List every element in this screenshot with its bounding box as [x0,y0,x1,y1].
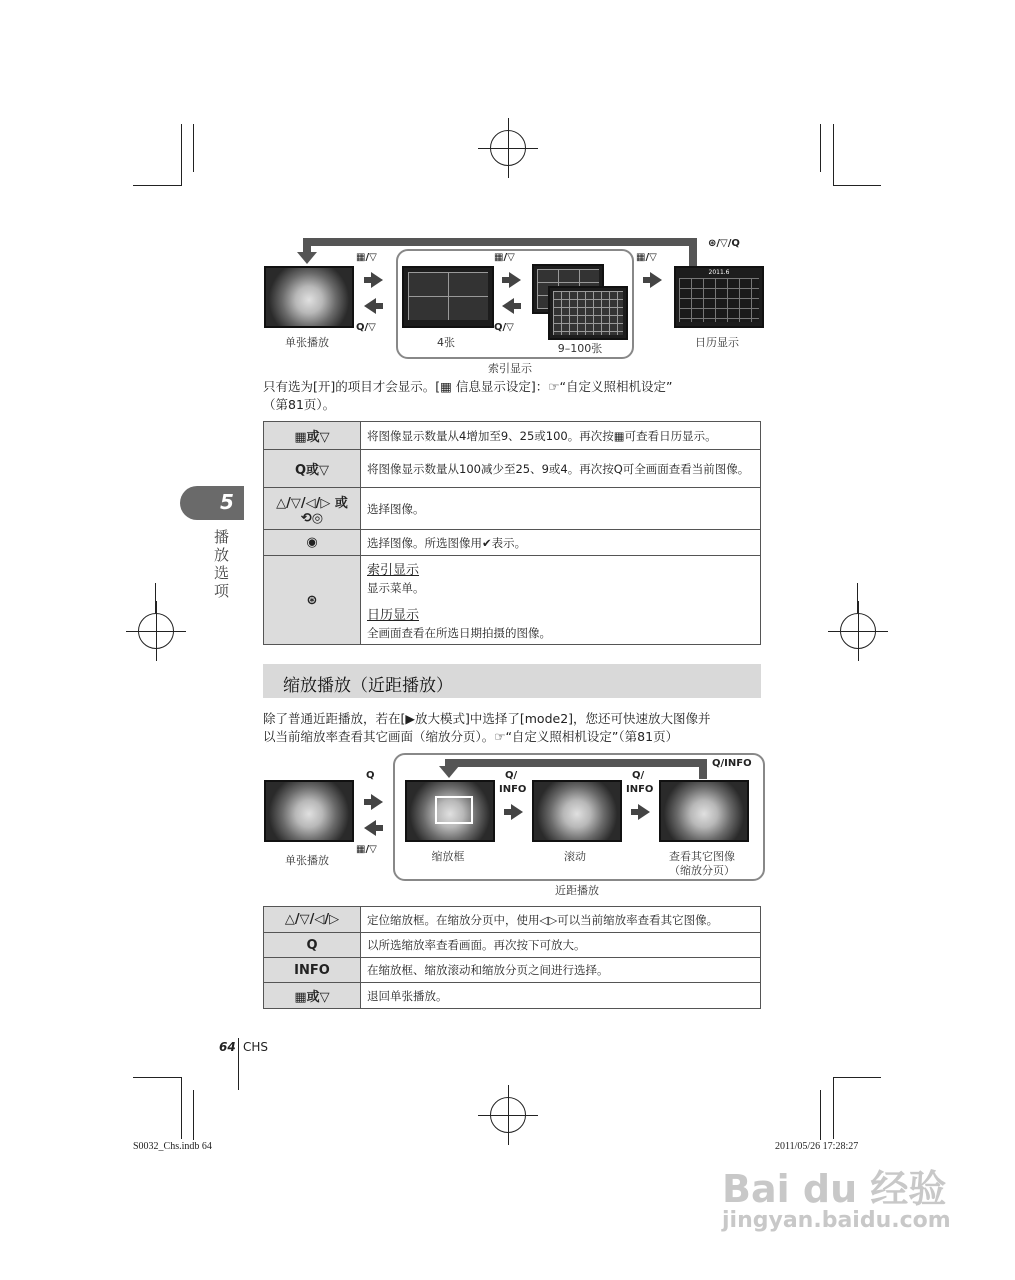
desc-cell: 选择图像。所选图像用✔表示。 [361,530,761,556]
loop-arrow-right-leg [699,759,707,779]
label-view-other-images: 查看其它图像 [669,850,735,863]
footer-divider [238,1038,239,1090]
arrow-stem [502,277,510,283]
section-title: 缩放播放（近距播放） [283,676,453,696]
key-zoom: Q [264,933,361,958]
crop-mark [833,1077,881,1078]
single-playback-image [264,266,354,328]
key-select: ◉ [264,530,361,556]
crop-mark [857,583,858,613]
zoom-operations-table [263,906,761,1009]
index-100-image [548,286,628,340]
zoom-icon: Q/ [632,770,645,781]
zoom-frame-box [435,796,473,824]
note-line-2: （第81页）。 [263,397,336,412]
info-icon: INFO [626,784,654,795]
zoom-frame-image [405,780,495,842]
chapter-title-vertical: 播放选项 [214,528,230,600]
table-row [264,907,761,933]
key-info: INFO [264,958,361,983]
table-row [264,450,761,488]
arrow-right-icon [650,272,662,288]
label-zoom-paging: （缩放分页） [669,864,735,877]
arrow-stem [375,303,383,309]
baidu-watermark-logo: Bai du 经验 [722,1167,947,1211]
label-scroll: 滚动 [564,850,586,863]
desc-cell [361,556,761,645]
zoom-paragraph-1: 除了普通近距播放，若在[▶放大模式]中选择了[mode2]，您还可快速放大图像并 [263,711,711,726]
loop-arrow-top [445,759,707,767]
crop-mark [820,1090,821,1140]
crop-mark [820,124,821,172]
subhead-index-display: 索引显示 [367,563,420,578]
loop-arrow-head [439,766,459,778]
zoom-dial-icon: Q/▽ [356,322,376,333]
single-playback-image [264,780,354,842]
calendar-grid [679,278,759,322]
arrow-right-icon [509,272,521,288]
slug-right: 2011/05/26 17:28:27 [775,1141,859,1152]
calendar-image [674,266,764,328]
key-arrows: △/▽/◁/▷ [264,907,361,933]
crop-mark [833,1077,834,1139]
subtext-index-display: 显示菜单。 [367,581,425,595]
arrow-right-icon [371,272,383,288]
label-single-playback: 单张播放 [285,336,329,349]
arrow-stem [364,799,372,805]
crop-mark [833,185,881,186]
key-arrows-or-dial: △/▽/◁/▷ 或⟲◎ [264,488,361,530]
crop-mark [133,1077,181,1078]
zoom-icon: Q [366,770,375,781]
key-index-or-dial: ▦或▽ [264,983,361,1009]
info-icon: INFO [499,784,527,795]
desc-cell: 以所选缩放率查看画面。再次按下可放大。 [361,933,761,958]
label-single-playback: 单张播放 [285,854,329,867]
desc-cell: 将图像显示数量从100减少至25、9或4。再次按Q可全画面查看当前图像。 [361,450,761,488]
table-row [264,933,761,958]
crop-mark [181,1077,182,1139]
desc-cell: 选择图像。 [361,488,761,530]
zoom-page-image [659,780,749,842]
desc-cell: 定位缩放框。在缩放分页中，使用◁▷可以当前缩放率查看其它图像。 [361,907,761,933]
table-row [264,530,761,556]
ok-menu-zoom-icon: ⊛/▽/Q [708,238,740,249]
key-index-or-dial: ▦或▽ [264,422,361,450]
calendar-title: 2011.6 [708,269,730,276]
zoom-dial-icon: Q/▽ [494,322,514,333]
index-4-thumbnails [408,272,488,320]
desc-cell: 在缩放框、缩放滚动和缩放分页之间进行选择。 [361,958,761,983]
section-header [263,664,761,698]
registration-mark [490,1097,526,1133]
key-zoom-or-dial: Q或▽ [264,450,361,488]
crop-mark [155,583,156,613]
crop-mark [133,185,181,186]
crop-mark [193,1090,194,1140]
arrow-stem [643,277,651,283]
crop-mark [181,124,182,186]
index-dial-icon: ▦/▽ [356,844,377,855]
label-index-display: 索引显示 [488,362,532,375]
footer-language: CHS [243,1040,269,1054]
label-close-up-playback: 近距播放 [555,884,599,897]
table-row [264,488,761,530]
table-row [264,958,761,983]
table-row [264,983,761,1009]
arrow-stem [513,303,521,309]
index-dial-icon: ▦/▽ [356,252,377,263]
label-calendar-display: 日历显示 [695,336,739,349]
zoom-icon: Q/ [505,770,518,781]
arrow-stem [504,809,512,815]
arrow-stem [364,277,372,283]
registration-mark [138,613,174,649]
arrow-stem [375,825,383,831]
chapter-tab [180,486,244,520]
crop-mark [833,124,834,186]
slug-left: S0032_Chs.indb 64 [133,1141,212,1152]
arrow-stem [631,809,639,815]
zoom-paragraph-2: 以当前缩放率查看其它画面（缩放分页）。☞“自定义照相机设定”（第81页） [263,729,679,744]
loop-arrow-head [297,252,317,264]
label-4-images: 4张 [437,336,455,349]
index-dial-icon: ▦/▽ [494,252,515,263]
table-row [264,556,761,645]
baidu-watermark-url: jingyan.baidu.com [722,1208,951,1233]
index-100-thumbnails [553,291,623,335]
label-9-100-images: 9–100张 [557,342,603,355]
table-row [264,422,761,450]
chapter-number: 5 [220,490,234,514]
registration-mark [490,130,526,166]
arrow-right-icon [638,804,650,820]
loop-arrow-right-leg [689,238,697,266]
subhead-calendar-display: 日历显示 [367,608,420,623]
index-4-image [402,266,494,328]
key-ok: ⊛ [264,556,361,645]
note-line-1: 只有选为[开]的项目才会显示。[▦ 信息显示设定]：☞“自定义照相机设定” [263,379,673,394]
zoom-info-icon: Q/INFO [712,758,752,769]
desc-cell: 退回单张播放。 [361,983,761,1009]
page-number: 64 [219,1040,236,1054]
registration-mark [840,613,876,649]
crop-mark [193,124,194,172]
label-zoom-frame: 缩放框 [431,850,465,863]
scroll-image [532,780,622,842]
arrow-right-icon [371,794,383,810]
arrow-right-icon [511,804,523,820]
index-operations-table [263,421,761,645]
loop-arrow-top [303,238,697,246]
index-dial-icon: ▦/▽ [636,252,657,263]
desc-cell: 将图像显示数量从4增加至9、25或100。再次按▦可查看日历显示。 [361,422,761,450]
subtext-calendar-display: 全画面查看在所选日期拍摄的图像。 [367,626,551,640]
